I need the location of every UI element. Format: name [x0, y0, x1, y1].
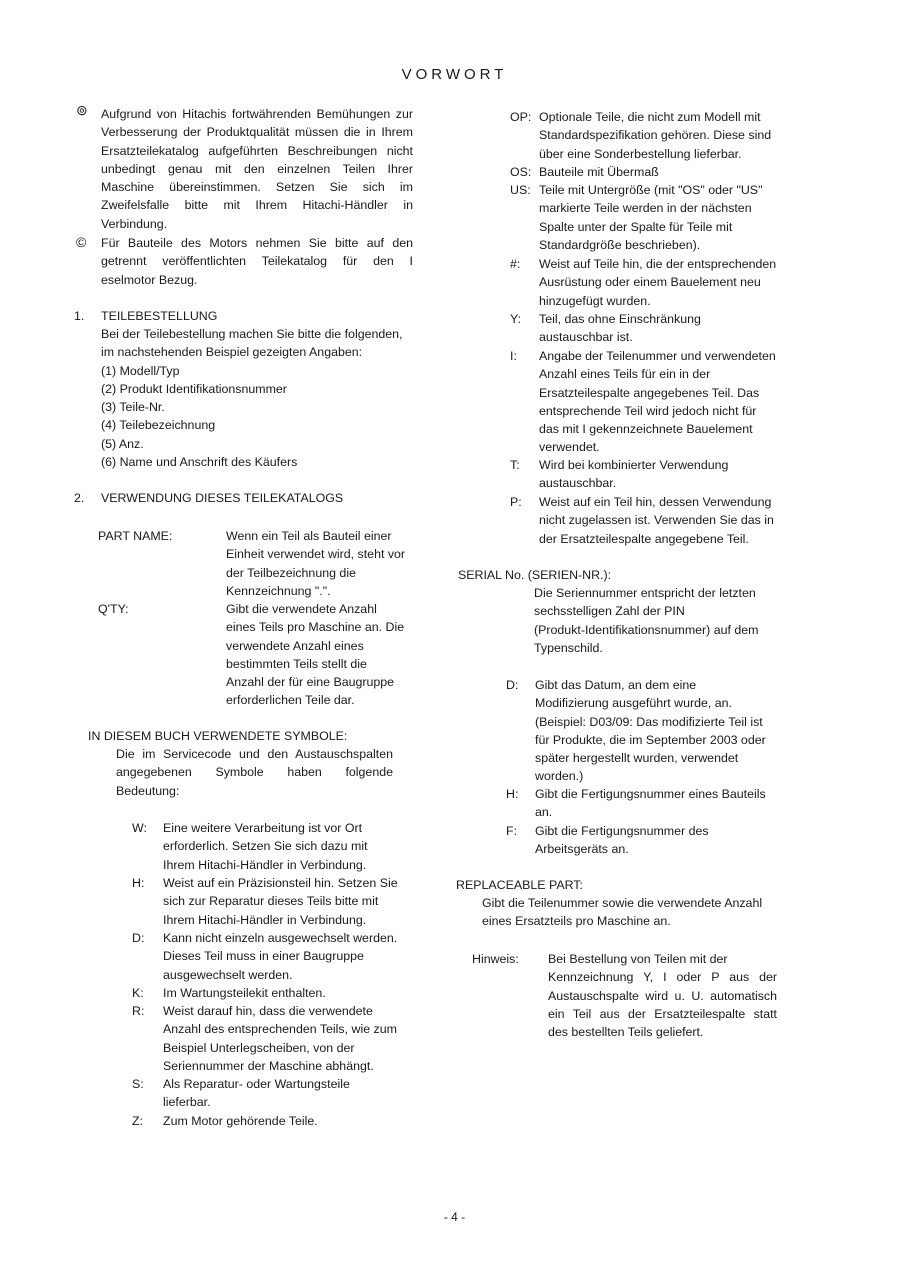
text-line: der Ersatzteilespalte angegebene Teil.: [539, 531, 749, 546]
text-line: sich zur Reparatur dieses Teils bitte mit: [163, 894, 379, 909]
text-line: Bei der Teilebestellung machen Sie bitte die folgenden,: [101, 327, 403, 341]
text-line: Gibt die verwendete Anzahl: [226, 602, 377, 616]
symbol-code: US:: [510, 183, 531, 197]
symbol-code: OS:: [510, 165, 532, 179]
text-line: an.: [535, 805, 553, 820]
text-line: verwendet.: [539, 440, 600, 455]
text-line: Anzahl der für eine Baugruppe: [226, 675, 395, 690]
text-line: nicht zugelassen ist. Verwenden Sie das in: [539, 513, 774, 528]
text-line: Angabe der Teilenummer und verwendeten: [539, 349, 776, 363]
page-title: VORWORT: [401, 66, 508, 83]
text-line: Kennzeichnung ".".: [226, 583, 331, 598]
replaceable-title: REPLACEABLE PART:: [456, 878, 583, 892]
text-line: Bedeutung:: [116, 783, 180, 798]
text-line: erforderlich. Setzen Sie sich dazu mit: [163, 839, 368, 854]
text-line: Spalte unter der Spalte für Teile mit: [539, 219, 733, 234]
symbol-code: D:: [132, 931, 145, 945]
section-1-body: [101, 325, 402, 471]
symbols-title: IN DIESEM BUCH VERWENDETE SYMBOLE:: [88, 729, 348, 743]
text-line: Kann nicht einzeln ausgewechselt werden.: [163, 931, 398, 945]
text-line: austauschbar ist.: [539, 330, 633, 345]
text-line: Austauschspalte wird u. U. automatisch: [548, 988, 777, 1003]
hinweis-text: [548, 950, 777, 1041]
text-line: Weist auf Teile hin, die der entsprechenden: [539, 257, 777, 271]
text-line: das mit I gekennzeichnete Bauelement: [539, 422, 753, 437]
text-line: entsprechende Teil wird jedoch nicht für: [539, 403, 757, 418]
hinweis-label: Hinweis:: [472, 952, 519, 966]
text-line: angegebenen Symbole haben folgende: [116, 765, 393, 780]
text-line: später hergestellt wurden, verwendet: [535, 751, 739, 766]
symbol-code: F:: [506, 824, 518, 838]
list-item: (2) Produkt Identifikationsnummer: [101, 381, 287, 396]
list-item: (1) Modell/Typ: [101, 363, 180, 378]
section-2-title: VERWENDUNG DIESES TEILEKATALOGS: [101, 491, 344, 505]
text-line: unbedingt genau mit den einzelnen Teilen Ihrer: [101, 161, 413, 176]
symbol-code: H:: [132, 876, 145, 890]
text-line: Ihrem Hitachi-Händler in Verbindung.: [163, 912, 367, 927]
serial-title: SERIAL No. (SERIEN-NR.):: [458, 568, 612, 582]
symbol-code: S:: [132, 1077, 144, 1091]
text-line: eines Ersatzteils pro Maschine an.: [482, 914, 671, 929]
text-line: Als Reparatur- oder Wartungsteile: [163, 1077, 350, 1091]
list-item: (5) Anz.: [101, 436, 144, 451]
text-line: Wird bei kombinierter Verwendung: [539, 458, 729, 472]
section-2-number: 2.: [74, 491, 85, 505]
intro-paragraph-2: [101, 234, 413, 289]
text-line: Bauteile mit Übermaß: [539, 165, 659, 179]
text-line: Für Bauteile des Motors nehmen Sie bitte auf den: [101, 236, 413, 250]
text-line: der Teilbezeichnung die: [226, 565, 356, 580]
serial-description: [534, 584, 759, 657]
text-line: Standardspezifikation gehören. Diese sind: [539, 128, 772, 143]
text-line: Teile mit Untergröße (mit "OS" oder "US": [539, 183, 763, 197]
section-1-number: 1.: [74, 309, 85, 323]
text-line: sechsstelligen Zahl der PIN: [534, 604, 685, 619]
text-line: Verbindung.: [101, 216, 168, 231]
text-line: Ersatzteilespalte angegebenes Teil. Das: [539, 385, 760, 400]
text-line: Seriennummer der Maschine abhängt.: [163, 1058, 374, 1073]
symbol-code: W:: [132, 821, 147, 835]
intro-paragraph-1: [101, 105, 413, 233]
text-line: im nachstehenden Beispiel gezeigten Angaben:: [101, 345, 363, 360]
replaceable-description: [482, 894, 762, 931]
text-line: Weist darauf hin, dass die verwendete: [163, 1004, 373, 1018]
text-line: hinzugefügt wurden.: [539, 293, 651, 308]
text-line: Anzahl des entsprechenden Teils, wie zum: [163, 1022, 397, 1037]
text-line: Ausrüstung oder einem Bauelement neu: [539, 275, 761, 290]
text-line: Einheit verwendet wird, steht vor: [226, 547, 406, 562]
symbol-code: T:: [510, 458, 520, 472]
qty-description: [226, 600, 404, 710]
symbol-code: P:: [510, 495, 522, 509]
partname-label: PART NAME:: [98, 529, 173, 543]
text-line: Wenn ein Teil als Bauteil einer: [226, 529, 392, 543]
symbol-code: OP:: [510, 110, 532, 124]
text-line: Die im Servicecode und den Austauschspalten: [116, 747, 393, 761]
text-line: Kennzeichnung Y, I oder P aus der: [548, 970, 777, 985]
text-line: Zum Motor gehörende Teile.: [163, 1114, 318, 1128]
text-line: über eine Sonderbestellung lieferbar.: [539, 146, 742, 161]
text-line: Gibt die Teilenummer sowie die verwendete Anzahl: [482, 896, 763, 910]
qty-label: Q'TY:: [98, 602, 129, 616]
symbols-intro: [116, 745, 393, 800]
symbol-code: D:: [506, 678, 519, 692]
text-line: getrennt veröffentlichten Teilekatalog für den I: [101, 254, 413, 269]
text-line: Modifizierung ausgeführt wurde, an.: [535, 696, 732, 711]
text-line: markierte Teile werden in der nächsten: [539, 201, 752, 216]
partname-description: [226, 527, 405, 600]
text-line: (Beispiel: D03/09: Das modifizierte Teil ist: [535, 714, 763, 729]
section-1-title: TEILEBESTELLUNG: [101, 309, 218, 323]
text-line: (Produkt-Identifikationsnummer) auf dem: [534, 622, 759, 637]
text-line: Bei Bestellung von Teilen mit der: [548, 952, 728, 966]
text-line: für Produkte, die im September 2003 oder: [535, 732, 766, 747]
text-line: des bestellten Teils geliefert.: [548, 1025, 704, 1040]
text-line: Weist auf ein Präzisionsteil hin. Setzen Sie: [163, 876, 398, 890]
text-line: austauschbar.: [539, 476, 617, 491]
text-line: Gibt das Datum, an dem eine: [535, 678, 697, 692]
symbol-code: Z:: [132, 1114, 144, 1128]
text-line: Aufgrund von Hitachis fortwährenden Bemühungen zur: [101, 107, 413, 121]
text-line: Typenschild.: [534, 640, 603, 655]
symbol-code: K:: [132, 986, 144, 1000]
text-line: Weist auf ein Teil hin, dessen Verwendung: [539, 495, 772, 509]
text-line: worden.): [535, 769, 584, 784]
text-line: Teil, das ohne Einschränkung: [539, 312, 701, 326]
text-line: bestimmten Teils stellt die: [226, 656, 367, 671]
text-line: Eine weitere Verarbeitung ist vor Ort: [163, 821, 363, 835]
list-item: (3) Teile-Nr.: [101, 400, 165, 415]
text-line: Gibt die Fertigungsnummer eines Bauteils: [535, 787, 766, 801]
text-line: Zweifelsfalle bitte mit Ihrem Hitachi-Händler in: [101, 198, 413, 213]
symbol-code: H:: [506, 787, 519, 801]
text-line: Standardgröße beschrieben).: [539, 237, 701, 252]
symbol-code: #:: [510, 257, 521, 271]
list-item: (4) Teilebezeichnung: [101, 418, 216, 433]
copyright-mark-icon: ©: [76, 234, 87, 250]
text-line: Beispiel Unterlegscheiben, von der: [163, 1040, 355, 1055]
text-line: eselmotor Bezug.: [101, 272, 198, 287]
text-line: Arbeitsgeräts an.: [535, 842, 629, 857]
text-line: Dieses Teil muss in einer Baugruppe: [163, 949, 364, 964]
text-line: Im Wartungsteilekit enthalten.: [163, 986, 326, 1000]
symbol-code: Y:: [510, 312, 522, 326]
bullet-mark-icon: ⊚: [76, 102, 88, 118]
text-line: Ihrem Hitachi-Händler in Verbindung.: [163, 857, 367, 872]
list-item: (6) Name und Anschrift des Käufers: [101, 455, 298, 470]
text-line: erforderlichen Teile dar.: [226, 693, 355, 708]
text-line: Verbesserung der Produktqualität müssen die in Ihrem: [101, 125, 413, 140]
text-line: verwendete Anzahl eines: [226, 638, 364, 653]
page-number: - 4 -: [443, 1210, 466, 1224]
text-line: Die Seriennummer entspricht der letzten: [534, 586, 756, 600]
text-line: ausgewechselt werden.: [163, 967, 293, 982]
text-line: lieferbar.: [163, 1095, 211, 1110]
text-line: Optionale Teile, die nicht zum Modell mit: [539, 110, 761, 124]
text-line: Ersatzteilekatalog aufgeführten Beschreibungen nicht: [101, 143, 413, 158]
text-line: Anzahl eines Teils für ein in der: [539, 367, 711, 382]
text-line: Gibt die Fertigungsnummer des: [535, 824, 709, 838]
text-line: eines Teils pro Maschine an. Die: [226, 620, 405, 635]
text-line: ein Teil aus der Ersatzteilespalte statt: [548, 1006, 777, 1021]
symbol-code: R:: [132, 1004, 145, 1018]
symbol-code: I:: [510, 349, 517, 363]
text-line: Maschine übereinstimmen. Setzen Sie sich im: [101, 180, 413, 195]
